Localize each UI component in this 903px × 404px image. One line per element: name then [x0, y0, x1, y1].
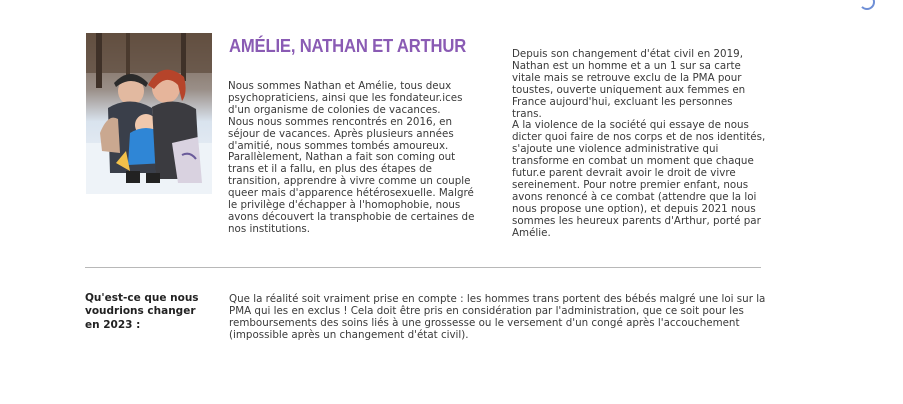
question-line: Qu'est-ce que nous: [85, 292, 199, 304]
text-line: Nous nous sommes rencontrés en 2016, en: [228, 115, 452, 128]
page-title: AMÉLIE, NATHAN ET ARTHUR: [229, 35, 467, 56]
text-line: transforme en combat un moment que chaque: [512, 155, 754, 168]
text-line: le privilège d'échapper à l'homophobie, nous: [228, 199, 461, 212]
story-right-paragraph: [512, 49, 765, 240]
text-line: toustes, ouverte uniquement aux femmes en: [512, 83, 746, 96]
answer-line: (impossible après un changement d'état civil).: [229, 329, 469, 341]
text-line: avons renoncé à ce combat (attendre que la loi: [512, 190, 757, 203]
text-line: futur.e parent devrait avoir le droit de vivre: [512, 167, 736, 180]
family-photo-image: [86, 33, 212, 194]
text-line: avons découvert la transphobie de certaines de: [228, 210, 475, 223]
text-line: trans.: [512, 107, 542, 120]
text-line: psychopraticiens, ainsi que les fondateur.ices: [228, 91, 463, 104]
demand-question: [85, 292, 199, 332]
section-divider: [85, 267, 761, 268]
text-line: s'ajoute une violence administrative qui: [512, 143, 719, 156]
text-line: transition, apprendre à vivre comme un couple: [228, 175, 471, 188]
text-line: Nous sommes Nathan et Amélie, tous deux: [228, 80, 452, 92]
answer-line: remboursements des soins liés à une grossesse ou le versement d'un congé après l'accouchement: [229, 317, 740, 329]
text-line: sereinement. Pour notre premier enfant, nous: [512, 178, 749, 191]
demand-answer: [229, 293, 765, 341]
text-line: d'amitié, nous sommes tombés amoureux.: [228, 139, 449, 152]
text-line: France aujourd'hui, excluant les personnes: [512, 95, 733, 108]
text-line: trans et il a fallu, en plus des étapes de: [228, 163, 432, 176]
text-line: Parallèlement, Nathan a fait son coming out: [228, 151, 456, 164]
family-photo: [86, 33, 212, 194]
question-line: voudrions changer: [85, 305, 196, 318]
text-line: Depuis son changement d'état civil en 2019,: [512, 48, 743, 60]
text-line: Nathan est un homme et a un 1 sur sa carte: [512, 59, 741, 72]
text-line: sommes les heureux parents d'Arthur, porté par: [512, 214, 761, 227]
partial-icon: [859, 0, 875, 10]
text-line: nos institutions.: [228, 222, 311, 235]
text-line: d'un organisme de colonies de vacances.: [228, 103, 441, 116]
text-line: vitale mais se retrouve exclu de la PMA pour: [512, 71, 742, 84]
text-line: queer mais d'apparence hétérosexuelle. Malgré: [228, 187, 474, 200]
text-line: A la violence de la société qui essaye de nous: [512, 119, 749, 132]
answer-line: Que la réalité soit vraiment prise en compte : les hommes trans portent des bébés malgré une loi sur la: [229, 293, 766, 305]
text-line: nous propose une option), et depuis 2021 nous: [512, 202, 756, 215]
text-line: séjour de vacances. Après plusieurs années: [228, 127, 454, 140]
question-line: en 2023 :: [85, 318, 141, 331]
text-line: dicter quoi faire de nos corps et de nos identités,: [512, 131, 766, 144]
answer-line: PMA qui les en exclus ! Cela doit être pris en considération par l'administration, que ce soit pour les: [229, 305, 744, 317]
text-line: Amélie.: [512, 226, 551, 239]
story-left-paragraph: [228, 81, 474, 236]
